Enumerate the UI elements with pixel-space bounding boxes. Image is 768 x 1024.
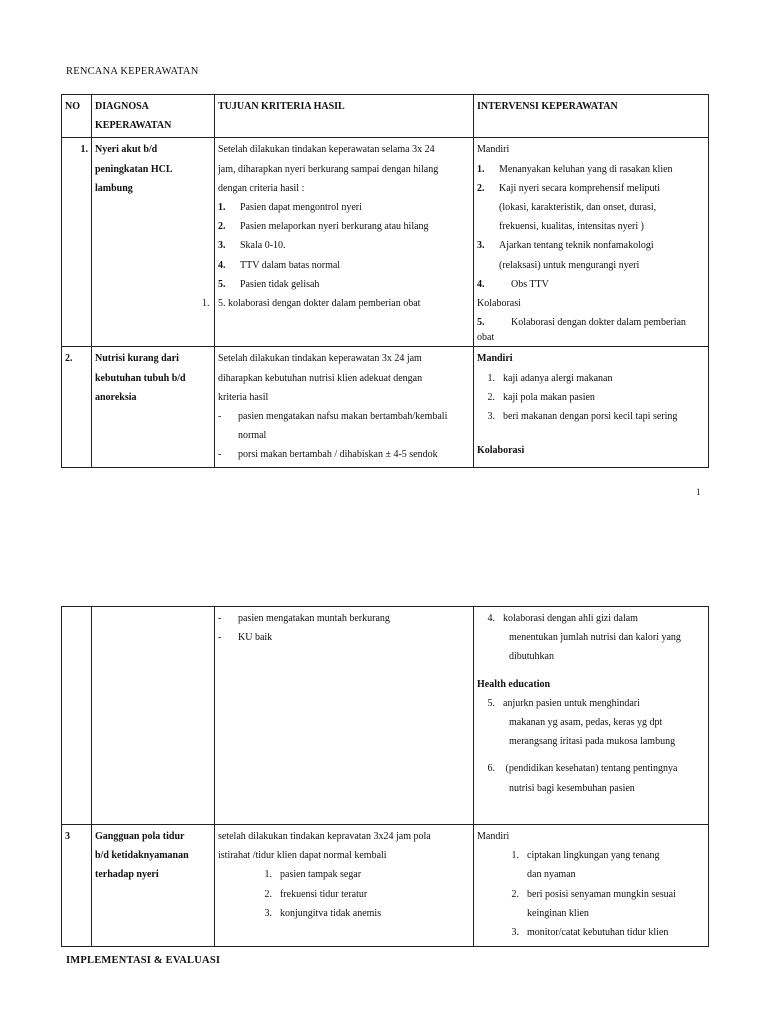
list-item: 3. Ajarkan tentang teknik nonfamakologi <box>477 240 654 252</box>
list-item: 3. monitor/catat kebutuhan tidur klien <box>511 927 669 939</box>
header-no: NO <box>62 95 92 138</box>
row-number <box>62 607 92 825</box>
list-item: 2. beri posisi senyaman mungkin sesuai <box>511 888 676 900</box>
table-row <box>62 825 709 947</box>
list-item: - pasien mengatakan muntah berkurang <box>218 613 390 624</box>
care-plan-table-continued <box>61 606 709 947</box>
page-number: 1 <box>696 487 701 497</box>
row-number: 1. <box>62 138 92 347</box>
document-title: RENCANA KEPERAWATAN <box>66 66 199 77</box>
list-item: 1. 5. kolaborasi dengan dokter dalam pemberian obat <box>202 298 421 310</box>
section-title-implementasi: IMPLEMENTASI & EVALUASI <box>66 955 221 966</box>
list-item: 3. konjungitva tidak anemis <box>264 907 382 919</box>
list-item: - porsi makan bertambah / dihabiskan ± 4-5 sendok <box>218 449 438 461</box>
list-item: 2. Pasien melaporkan nyeri berkurang atau hilang <box>218 221 429 233</box>
list-item: 4. Obs TTV <box>477 278 549 290</box>
list-item: 2. Kaji nyeri secara komprehensif meliputi <box>477 182 661 194</box>
list-item: 6. (pendidikan kesehatan) tentang pentingnya <box>487 763 678 775</box>
list-item: 3. Skala 0-10. <box>218 240 286 252</box>
list-item: 1. Pasien dapat mengontrol nyeri <box>218 202 362 214</box>
intervention-cell: 4. kolaborasi dengan ahli gizi dalam menentukan jumlah nutrisi dan kalori yang dibutuhkan Health education 5. anjurkn pasien untuk menghindari makanan yg asam, pedas, keras yg dpt merangsang iritasi pada mukosa lambung 6. (pendidikan kesehatan) tentang pentingnya nutrisi bagi kesembuhan pasien <box>474 607 709 825</box>
table-header-row <box>62 95 709 138</box>
goal-cell: setelah dilakukan tindakan kepravatan 3x24 jam pola istirahat /tidur klien dapat normal kembali 1. pasien tampak segar 2. frekuensi tidur teratur 3. konjungitva tidak anemis <box>215 825 474 947</box>
list-item: 2. kaji pola makan pasien <box>487 391 595 403</box>
list-item: - pasien mengatakan nafsu makan bertambah/kembali <box>218 411 448 423</box>
diagnosis-cell <box>92 607 215 825</box>
intervention-cell: Mandiri 1. kaji adanya alergi makanan 2. kaji pola makan pasien 3. beri makanan dengan porsi kecil tapi sering Kolaborasi <box>474 347 709 467</box>
diagnosis-cell: Nyeri akut b/d peningkatan HCL lambung <box>92 138 215 347</box>
list-item: 1. Menanyakan keluhan yang di rasakan klien <box>477 163 673 175</box>
list-item: 5. anjurkn pasien untuk menghindari <box>487 697 640 709</box>
table-row <box>62 607 709 825</box>
goal-cell: Setelah dilakukan tindakan keperawatan selama 3x 24 jam, diharapkan nyeri berkurang sampai dengan hilang dengan criteria hasil : 1. Pasien dapat mengontrol nyeri 2. Pasien melaporkan nyeri berkurang atau hilang 3. Skala 0-10. 4. TTV dalam batas normal 5. Pasien tidak gelisah 1. 5. kolaborasi dengan dokter dalam pemberian obat <box>215 138 474 347</box>
table-row <box>62 347 709 467</box>
list-item: 5. Pasien tidak gelisah <box>218 278 320 290</box>
header-diagnosa: DIAGNOSA KEPERAWATAN <box>92 95 215 138</box>
row-number: 2. <box>62 347 92 467</box>
list-item: 5. Kolaborasi dengan dokter dalam pemberian <box>477 317 686 329</box>
intervention-cell: Mandiri 1. ciptakan lingkungan yang tenang dan nyaman 2. beri posisi senyaman mungkin sesuai keinginan klien 3. monitor/catat kebutuhan tidur klien <box>474 825 709 947</box>
list-item: 3. beri makanan dengan porsi kecil tapi sering <box>487 411 678 423</box>
goal-cell <box>215 607 474 825</box>
list-item: - KU baik <box>218 632 273 644</box>
list-item: 2. frekuensi tidur teratur <box>264 888 368 900</box>
intervention-cell: Mandiri 1. Menanyakan keluhan yang di rasakan klien 2. Kaji nyeri secara komprehensif meliputi (lokasi, karakteristik, dan onset, durasi, frekuensi, kualitas, intensitas nyeri ) 3. Ajarkan tentang teknik nonfamakologi (relaksasi) untuk mengurangi nyeri 4. Obs TTV Kolaborasi 5. Kolaborasi dengan dokter dalam pemberian obat <box>474 138 709 347</box>
header-tujuan: TUJUAN KRITERIA HASIL <box>215 95 474 138</box>
diagnosis-cell: Gangguan pola tidur b/d ketidaknyamanan terhadap nyeri <box>92 825 215 947</box>
goal-cell: Setelah dilakukan tindakan keperawatan 3x 24 jam diharapkan kebutuhan nutrisi klien adekuat dengan kriteria hasil - pasien mengatakan nafsu makan bertambah/kembali normal - porsi makan bertambah / dihabiskan ± 4-5 sendok <box>215 347 474 467</box>
table-row <box>62 138 709 347</box>
list-item: 1. ciptakan lingkungan yang tenang <box>511 850 660 862</box>
list-item: 4. TTV dalam batas normal <box>218 259 341 271</box>
list-item: 4. kolaborasi dengan ahli gizi dalam <box>487 613 638 624</box>
header-intervensi: INTERVENSI KEPERAWATAN <box>474 95 709 138</box>
row-number: 3 <box>62 825 92 947</box>
list-item: 1. kaji adanya alergi makanan <box>487 372 613 384</box>
diagnosis-cell: Nutrisi kurang dari kebutuhan tubuh b/d anoreksia <box>92 347 215 467</box>
care-plan-table <box>61 94 709 468</box>
list-item: 1. pasien tampak segar <box>264 869 362 881</box>
